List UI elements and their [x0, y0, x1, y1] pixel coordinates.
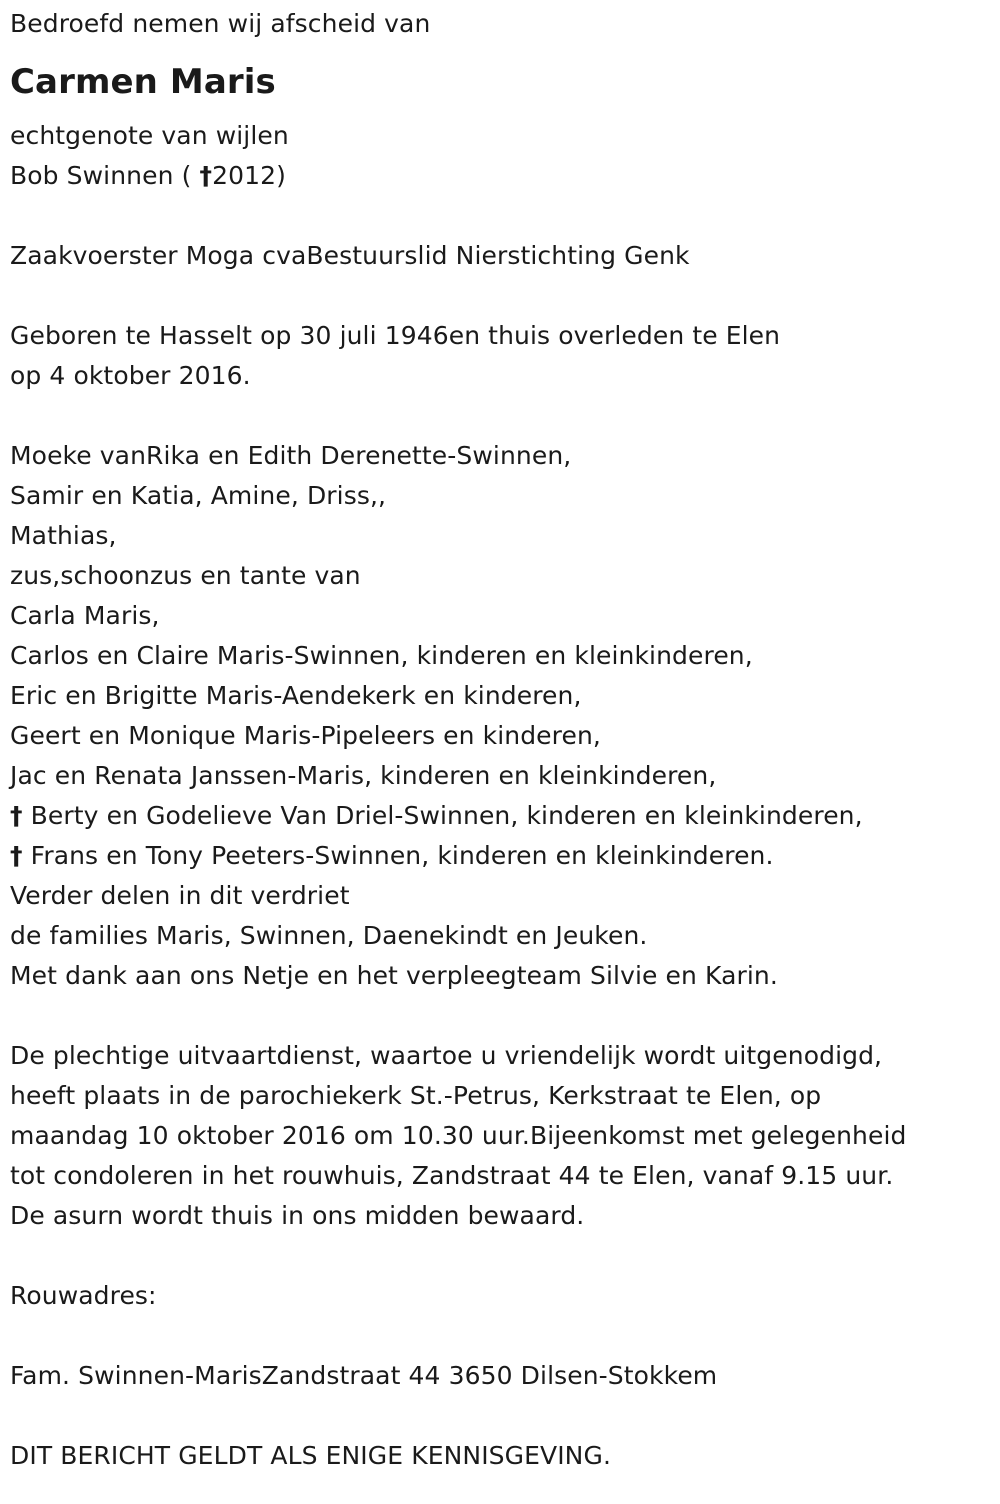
spacer [10, 1396, 990, 1436]
service-line: heeft plaats in de parochiekerk St.-Petrus, Kerkstraat te Elen, op [10, 1081, 822, 1110]
family-line: de families Maris, Swinnen, Daenekindt en Jeuken. [10, 921, 648, 950]
death-notice [10, 4, 990, 1476]
spacer [10, 396, 990, 436]
family-line: Geert en Monique Maris-Pipeleers en kinderen, [10, 721, 601, 750]
cross-icon: † [10, 841, 23, 870]
service-details [10, 1036, 990, 1236]
spouse-line-1: echtgenote van wijlen [10, 121, 289, 150]
address-label: Rouwadres: [10, 1281, 157, 1310]
family-line: Mathias, [10, 521, 117, 550]
family-line: Verder delen in dit verdriet [10, 881, 350, 910]
family-list [10, 436, 990, 996]
cross-icon: † [199, 161, 213, 190]
spacer [10, 996, 990, 1036]
intro-text: Bedroefd nemen wij afscheid van [10, 9, 431, 38]
spouse-line-2 [10, 156, 990, 196]
address-text: Fam. Swinnen-MarisZandstraat 44 3650 Dilsen-Stokkem [10, 1361, 718, 1390]
family-line: Eric en Brigitte Maris-Aendekerk en kinderen, [10, 681, 582, 710]
spacer [10, 196, 990, 236]
family-line: Carla Maris, [10, 601, 160, 630]
family-line: Samir en Katia, Amine, Driss,, [10, 481, 387, 510]
notice-text: DIT BERICHT GELDT ALS ENIGE KENNISGEVING. [10, 1441, 611, 1470]
birth-line-2: op 4 oktober 2016. [10, 361, 251, 390]
spouse-death-year: 2012) [212, 161, 286, 190]
service-line: maandag 10 oktober 2016 om 10.30 uur.Bijeenkomst met gelegenheid [10, 1121, 907, 1150]
family-line: Carlos en Claire Maris-Swinnen, kinderen en kleinkinderen, [10, 641, 753, 670]
family-line: † Frans en Tony Peeters-Swinnen, kinderen en kleinkinderen. [10, 836, 990, 876]
service-line: De plechtige uitvaartdienst, waartoe u vriendelijk wordt uitgenodigd, [10, 1041, 883, 1070]
role-text: Zaakvoerster Moga cvaBestuurslid Nierstichting Genk [10, 241, 690, 270]
spacer [10, 276, 990, 316]
deceased-name: Carmen Maris [10, 62, 276, 102]
family-line: Moeke vanRika en Edith Derenette-Swinnen, [10, 441, 572, 470]
family-line: Jac en Renata Janssen-Maris, kinderen en kleinkinderen, [10, 761, 717, 790]
spouse-name: Bob Swinnen ( [10, 161, 200, 190]
service-line: De asurn wordt thuis in ons midden bewaard. [10, 1201, 585, 1230]
spacer [10, 1236, 990, 1276]
spacer [10, 1316, 990, 1356]
family-line: † Berty en Godelieve Van Driel-Swinnen, kinderen en kleinkinderen, [10, 796, 990, 836]
birth-line-1: Geboren te Hasselt op 30 juli 1946en thuis overleden te Elen [10, 321, 781, 350]
service-line: tot condoleren in het rouwhuis, Zandstraat 44 te Elen, vanaf 9.15 uur. [10, 1161, 894, 1190]
family-line: Met dank aan ons Netje en het verpleegteam Silvie en Karin. [10, 961, 778, 990]
cross-icon: † [10, 801, 23, 830]
family-line: zus,schoonzus en tante van [10, 561, 361, 590]
